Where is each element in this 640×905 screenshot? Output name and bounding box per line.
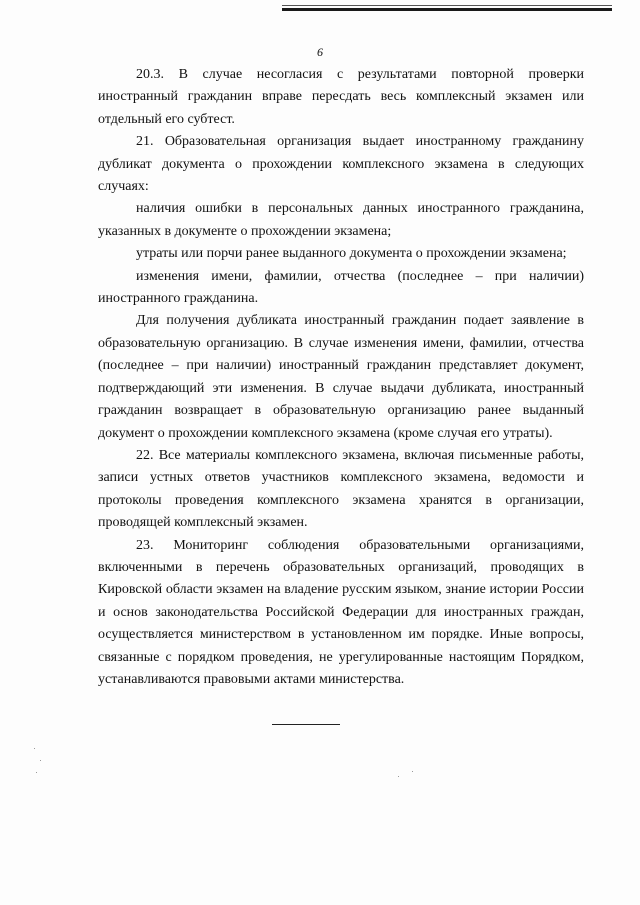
paragraph-21-case-loss-or-damage: утраты или порчи ранее выданного документа о прохождении экзамена; [136, 246, 567, 262]
scan-speck [36, 772, 37, 773]
header-rule [282, 8, 612, 11]
scan-speck [40, 760, 41, 761]
paragraph-20-3: 20.3. В случае несогласия с результатами повторной проверки иностранный гражданин вправе пересдать весь комплексный экзамен или отдельный его субтест. [98, 67, 584, 127]
scan-speck [412, 771, 413, 772]
page-number: 6 [317, 45, 323, 59]
paragraph-21-duplicate-procedure: Для получения дубликата иностранный гражданин подает заявление в образовательную организацию. В случае изменения имени, фамилии, отчества (последнее – при наличии) иностранный гражданин представляет документ, подтверждающий эти изменения. В случае выдачи дубликата, иностранный гражданин возвращает в образовательную организацию ранее выданный документ о прохождении комплексного экзамена (кроме случая его утраты). [98, 313, 584, 441]
header-rule-thin [282, 5, 612, 6]
document-body [98, 64, 584, 691]
paragraph-21-case-name-change: изменения имени, фамилии, отчества (последнее – при наличии) иностранного гражданина. [98, 268, 584, 307]
paragraph-22: 22. Все материалы комплексного экзамена, включая письменные работы, записи устных ответов участников комплексного экзамена, ведомости и протоколы проведения комплексного экзамена хранятся в организации, проводящей комплексный экзамен. [98, 447, 584, 531]
end-of-text-rule [272, 724, 340, 725]
paragraph-21-case-personal-data-error: наличия ошибки в персональных данных иностранного гражданина, указанных в документе о прохождении экзамена; [98, 201, 584, 239]
paragraph-21: 21. Образовательная организация выдает иностранному гражданину дубликат документа о прохождении комплексного экзамена в следующих случаях: [98, 134, 584, 195]
paragraph-23: 23. Мониторинг соблюдения образовательными организациями, включенными в перечень образовательных организаций, проводящих в Кировской области экзамен на владение русским языком, знание истории России и основ законодательства Российской Федерации для иностранных граждан, осуществляется министерством в установленном им порядке. Иные вопросы, связанные с порядком проведения, не урегулированные настоящим Порядком, устанавливаются правовыми актами министерства. [98, 537, 584, 687]
scan-speck [34, 748, 35, 749]
scan-speck [398, 776, 399, 777]
